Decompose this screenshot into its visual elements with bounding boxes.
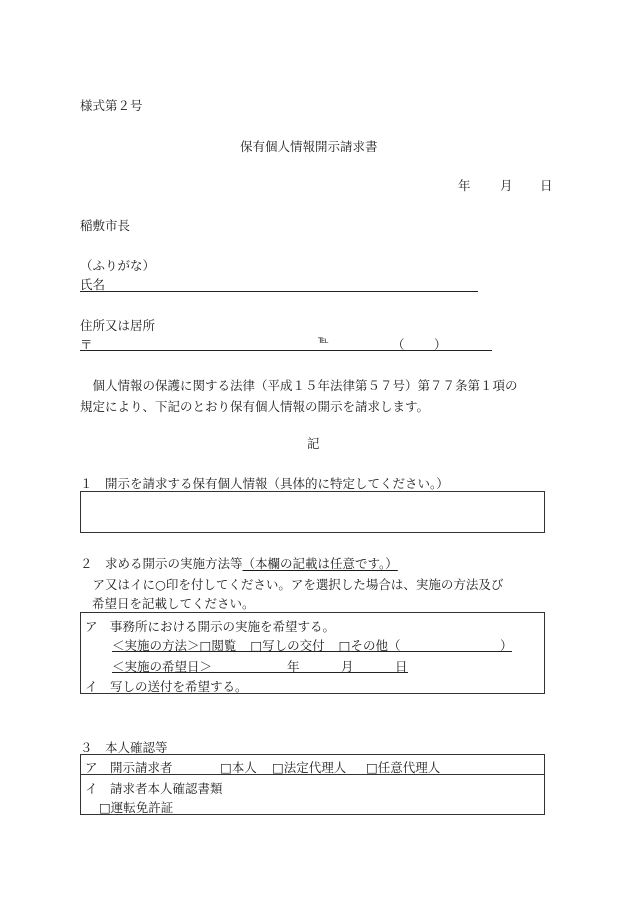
requester-option-self[interactable]: □本人	[220, 760, 257, 775]
method-option-copy[interactable]: □写しの交付	[250, 638, 325, 653]
section1-input-box[interactable]	[80, 491, 545, 533]
form-number: 様式第２号	[80, 98, 143, 113]
section2-instruction-1: ア又はイに○印を付してください。アを選択した場合は、実施の方法及び	[80, 577, 504, 592]
section1-heading: １ 開示を請求する保有個人情報（具体的に特定してください。）	[80, 476, 449, 491]
tel-paren-close: ）	[434, 337, 447, 352]
intro-line-1: 個人情報の保護に関する法律（平成１５年法律第５７号）第７７条第１項の	[80, 378, 518, 393]
method-close-paren: ）	[500, 638, 513, 653]
section2-heading-main: ２ 求める開示の実施方法等	[80, 556, 243, 571]
intro-line-2: 規定により、下記のとおり保有個人情報の開示を請求します。	[80, 399, 430, 414]
requester-option-legal[interactable]: □法定代理人	[272, 760, 347, 775]
id-doc-label: イ 請求者本人確認書類	[85, 781, 223, 796]
option-b-label[interactable]: イ 写しの送付を希望する。	[85, 679, 248, 694]
tel-paren-open: （	[392, 337, 405, 352]
method-option-view[interactable]: □閲覧	[199, 638, 237, 653]
method-underline	[112, 651, 512, 652]
name-label: 氏名	[80, 277, 106, 292]
date-day-label: 日	[540, 178, 553, 193]
furigana-label: （ふりがな）	[80, 258, 156, 273]
date-year-label: 年	[458, 178, 471, 193]
address-field[interactable]	[80, 350, 492, 351]
date-underline[interactable]	[112, 672, 408, 673]
section2-instruction-2: 希望日を記載してください。	[92, 596, 255, 611]
requester-option-voluntary[interactable]: □任意代理人	[366, 760, 441, 775]
name-field[interactable]	[80, 291, 478, 292]
pref-date-day: 日	[395, 659, 408, 674]
date-label: ＜実施の希望日＞	[112, 659, 213, 674]
document-title: 保有個人情報開示請求書	[240, 139, 378, 154]
pref-date-year: 年	[287, 659, 300, 674]
section2-heading-note: （本欄の記載は任意です。）	[242, 556, 398, 571]
ki-heading: 記	[307, 436, 320, 451]
option-a-label[interactable]: ア 事務所における開示の実施を希望する。	[85, 619, 336, 634]
address-label: 住所又は居所	[80, 318, 156, 333]
pref-date-month: 月	[341, 659, 354, 674]
requester-label: ア 開示請求者	[85, 760, 173, 775]
addressee: 稲敷市長	[80, 218, 131, 233]
id-doc-option-license[interactable]: □運転免許証	[99, 800, 174, 815]
postal-mark: 〒	[80, 337, 93, 352]
date-month-label: 月	[500, 178, 513, 193]
method-label: ＜実施の方法＞	[112, 638, 200, 653]
section2-heading	[80, 554, 398, 572]
tel-icon: ℡	[318, 335, 329, 346]
section3-heading: ３ 本人確認等	[80, 740, 168, 755]
method-option-other[interactable]: □その他（	[338, 638, 401, 653]
